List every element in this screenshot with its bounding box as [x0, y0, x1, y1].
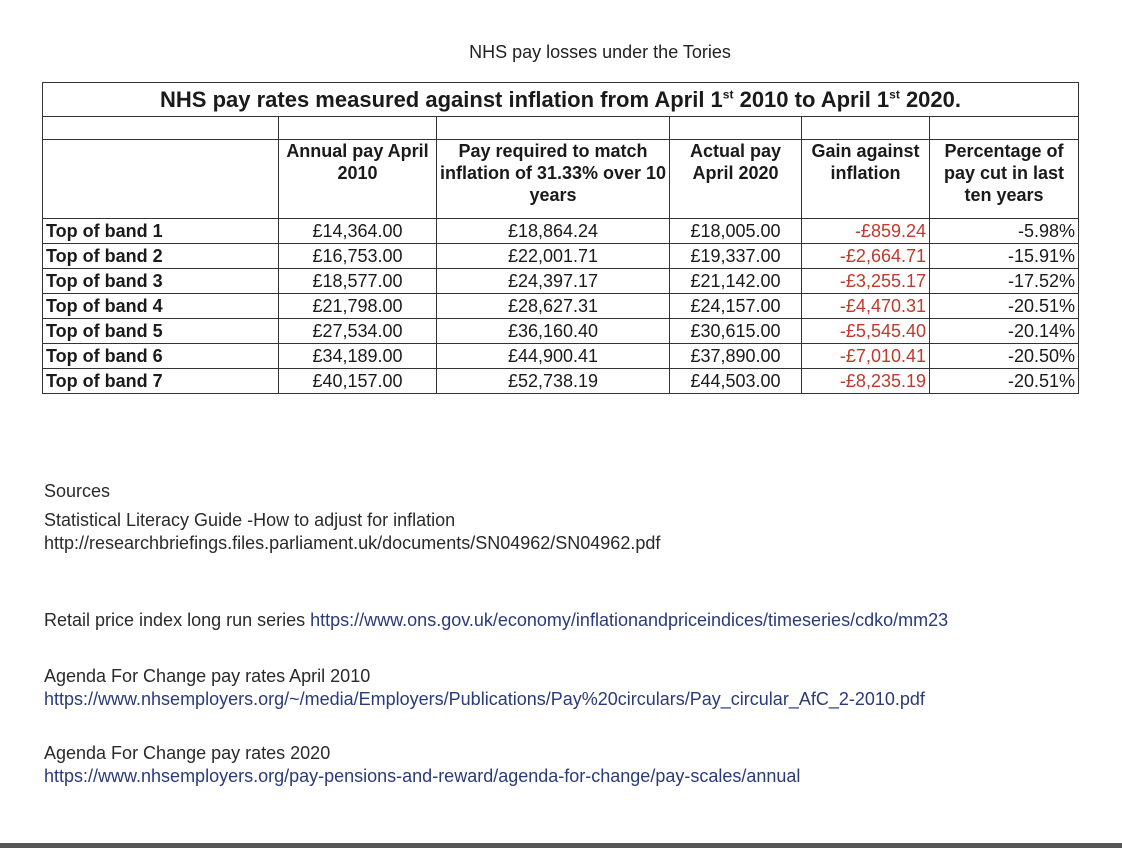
cell-pct: -20.14% — [930, 319, 1079, 344]
cell-annual-2010: £21,798.00 — [279, 294, 437, 319]
table-row — [43, 294, 1079, 319]
cell-required: £28,627.31 — [437, 294, 670, 319]
table-row — [43, 344, 1079, 369]
cell-gain: -£4,470.31 — [802, 294, 930, 319]
cell-actual-2020: £18,005.00 — [670, 219, 802, 244]
cell-gain: -£2,664.71 — [802, 244, 930, 269]
cell-gain: -£5,545.40 — [802, 319, 930, 344]
cell-pct: -20.51% — [930, 369, 1079, 394]
cell-actual-2020: £21,142.00 — [670, 269, 802, 294]
cell-annual-2010: £40,157.00 — [279, 369, 437, 394]
spacer-row — [43, 117, 1079, 140]
cell-actual-2020: £44,503.00 — [670, 369, 802, 394]
source-url[interactable]: http://researchbriefings.files.parliament.uk/documents/SN04962/SN04962.pdf — [44, 533, 661, 553]
cell-required: £36,160.40 — [437, 319, 670, 344]
cell-required: £18,864.24 — [437, 219, 670, 244]
table-heading-row — [43, 83, 1079, 117]
column-header-annual-2010: Annual pay April 2010 — [279, 140, 437, 219]
cell-pct: -17.52% — [930, 269, 1079, 294]
table-heading: NHS pay rates measured against inflation from April 1st 2010 to April 1st 2020. — [43, 83, 1079, 117]
cell-required: £52,738.19 — [437, 369, 670, 394]
cell-required: £22,001.71 — [437, 244, 670, 269]
source-url[interactable]: https://www.nhsemployers.org/~/media/Employers/Publications/Pay%20circulars/Pay_circular_AfC_2-2010.pdf — [44, 689, 925, 709]
page-title: NHS pay losses under the Tories — [469, 42, 731, 62]
bottom-bar — [0, 843, 1122, 848]
row-label: Top of band 1 — [43, 219, 279, 244]
row-label: Top of band 5 — [43, 319, 279, 344]
cell-actual-2020: £30,615.00 — [670, 319, 802, 344]
column-header-required: Pay required to match inflation of 31.33% over 10 years — [437, 140, 670, 219]
cell-actual-2020: £24,157.00 — [670, 294, 802, 319]
source-label: Agenda For Change pay rates 2020 — [44, 743, 331, 763]
pay-table — [42, 82, 1079, 394]
cell-required: £44,900.41 — [437, 344, 670, 369]
column-header-actual-2020: Actual pay April 2020 — [670, 140, 802, 219]
source-label: Retail price index long run series — [44, 610, 311, 630]
source-url[interactable]: https://www.nhsemployers.org/pay-pensions-and-reward/agenda-for-change/pay-scales/annual — [44, 766, 801, 786]
cell-annual-2010: £27,534.00 — [279, 319, 437, 344]
column-header-gain: Gain against inflation — [802, 140, 930, 219]
cell-annual-2010: £14,364.00 — [279, 219, 437, 244]
cell-actual-2020: £37,890.00 — [670, 344, 802, 369]
source-url[interactable]: https://www.ons.gov.uk/economy/inflationandpriceindices/timeseries/cdko/mm23 — [310, 610, 949, 630]
cell-annual-2010: £18,577.00 — [279, 269, 437, 294]
row-label: Top of band 7 — [43, 369, 279, 394]
cell-actual-2020: £19,337.00 — [670, 244, 802, 269]
cell-gain: -£859.24 — [802, 219, 930, 244]
source-item-afc-2020 — [44, 742, 800, 788]
row-label: Top of band 6 — [43, 344, 279, 369]
sources-heading: Sources — [44, 481, 111, 501]
source-label: Agenda For Change pay rates April 2010 — [44, 666, 371, 686]
table-row — [43, 369, 1079, 394]
cell-annual-2010: £16,753.00 — [279, 244, 437, 269]
table-row — [43, 219, 1079, 244]
source-item-statistical-literacy — [44, 509, 660, 555]
cell-required: £24,397.17 — [437, 269, 670, 294]
cell-pct: -20.51% — [930, 294, 1079, 319]
cell-pct: -5.98% — [930, 219, 1079, 244]
source-item-afc-2010 — [44, 665, 925, 711]
column-header-row — [43, 140, 1079, 219]
row-label: Top of band 4 — [43, 294, 279, 319]
source-item-retail-price-index — [44, 609, 948, 632]
cell-gain: -£8,235.19 — [802, 369, 930, 394]
column-header-blank — [43, 140, 279, 219]
cell-pct: -15.91% — [930, 244, 1079, 269]
row-label: Top of band 2 — [43, 244, 279, 269]
table-row — [43, 319, 1079, 344]
table-row — [43, 269, 1079, 294]
row-label: Top of band 3 — [43, 269, 279, 294]
cell-gain: -£3,255.17 — [802, 269, 930, 294]
cell-annual-2010: £34,189.00 — [279, 344, 437, 369]
source-label: Statistical Literacy Guide -How to adjust for inflation — [44, 510, 456, 530]
table-body — [43, 219, 1079, 394]
column-header-pct: Percentage of pay cut in last ten years — [930, 140, 1079, 219]
cell-pct: -20.50% — [930, 344, 1079, 369]
cell-gain: -£7,010.41 — [802, 344, 930, 369]
table-row — [43, 244, 1079, 269]
